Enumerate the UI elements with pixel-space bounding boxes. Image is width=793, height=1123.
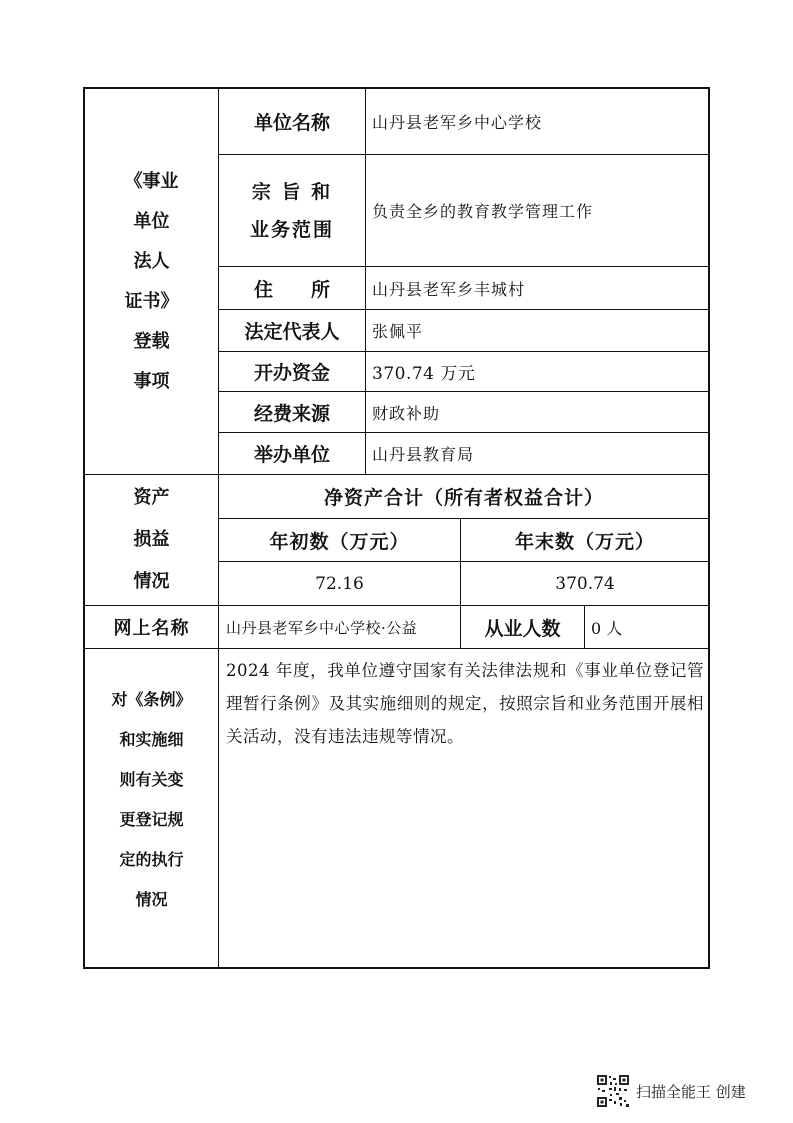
purpose-scope-value: 负责全乡的教育教学管理工作 — [372, 202, 594, 221]
start-of-year-value: 72.16 — [315, 573, 364, 594]
initial-capital-label: 开办资金 — [253, 362, 330, 384]
assets-section-label: 资产 损益 情况 — [133, 487, 170, 592]
online-name-label: 网上名称 — [113, 618, 190, 639]
legal-representative-label: 法定代表人 — [244, 321, 340, 343]
staff-count-label: 从业人数 — [484, 617, 561, 640]
label-line: 事项 — [133, 371, 170, 392]
funding-source-value: 财政补助 — [372, 403, 441, 423]
section-line — [84, 648, 709, 649]
funding-source-label: 经费来源 — [253, 402, 330, 425]
compliance-statement: 2024 年度，我单位遵守国家有关法律法规和《事业单位登记管理暂行条例》及其实施细则的规定，按照宗旨和业务范围开展相关活动，没有违法违规等情况。 — [226, 661, 704, 746]
label-line: 单位 — [133, 211, 170, 232]
label-line: 证书》 — [124, 291, 179, 312]
initial-capital-value: 370.74 万元 — [372, 364, 476, 384]
end-of-year-header: 年末数（万元） — [514, 530, 655, 553]
registration-value-divider — [365, 88, 366, 474]
purpose-scope-label: 宗 旨 和 业务范围 — [249, 180, 334, 241]
compliance-section-label: 对《条例》 和实施细 则有关变 更登记规 定的执行 情况 — [111, 690, 192, 909]
watermark-text: 扫描全能王 创建 — [636, 1082, 746, 1101]
online-divider — [584, 606, 585, 648]
end-of-year-value: 370.74 — [555, 573, 615, 594]
address-label: 住 所 — [253, 278, 330, 301]
online-name-value: 山丹县老军乡中心学校·公益 — [226, 618, 418, 637]
unit-name-value: 山丹县老军乡中心学校 — [372, 112, 543, 132]
staff-count-value: 0 人 — [591, 618, 623, 638]
scanner-watermark — [596, 1072, 746, 1110]
label-line: 法人 — [133, 251, 170, 272]
sponsor-unit-value: 山丹县教育局 — [372, 445, 475, 464]
address-value: 山丹县老军乡丰城村 — [372, 279, 526, 299]
registration-section-label — [85, 162, 218, 402]
qr-code-icon — [596, 1074, 630, 1108]
start-of-year-header: 年初数（万元） — [269, 530, 410, 553]
outer-bottom-border — [83, 967, 710, 969]
label-line: 《事业 — [124, 171, 179, 192]
unit-name-label: 单位名称 — [253, 111, 330, 134]
legal-representative-value: 张佩平 — [372, 322, 424, 341]
net-assets-header: 净资产合计（所有者权益合计） — [323, 487, 604, 509]
sponsor-unit-label: 举办单位 — [253, 444, 330, 466]
label-line: 登载 — [133, 331, 170, 352]
